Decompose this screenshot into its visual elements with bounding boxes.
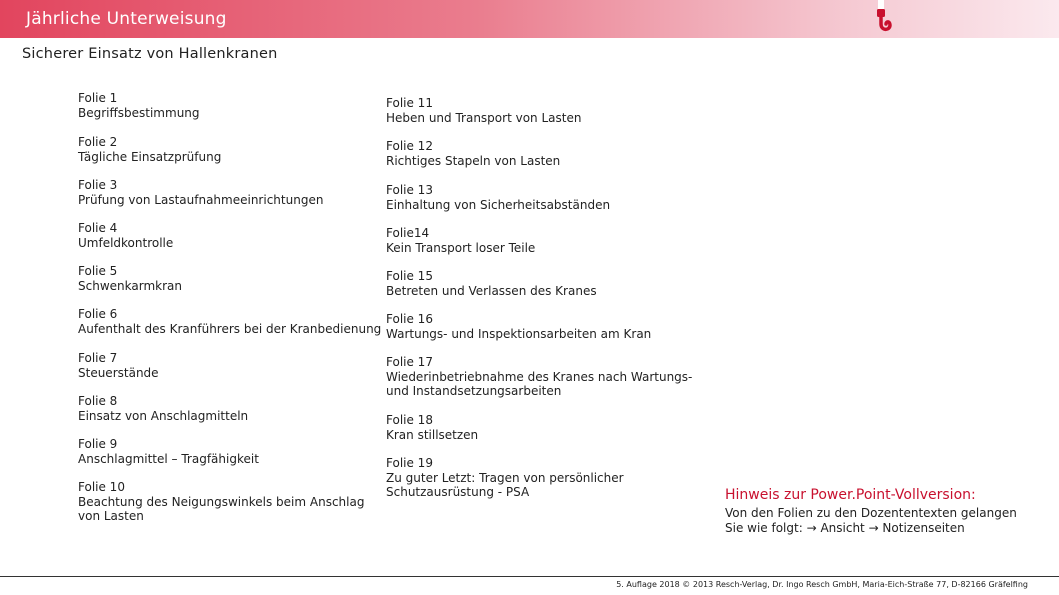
slide-number: Folie 2 — [78, 135, 118, 149]
slide-title: Tägliche Einsatzprüfung — [78, 149, 222, 164]
slide-title: Prüfung von Lastaufnahmeeinrichtungen — [78, 192, 324, 207]
slide-number: Folie 4 — [78, 221, 118, 235]
slide-number: Folie 3 — [78, 178, 118, 192]
slide-title: Kein Transport loser Teile — [386, 240, 536, 255]
slide-entry — [386, 183, 610, 212]
slide-number: Folie 1 — [78, 91, 118, 105]
slide-number: Folie 11 — [386, 96, 433, 110]
slide-title: Wiederinbetriebnahme des Kranes nach Wartungs- und Instandsetzungsarbeiten — [386, 369, 693, 398]
slide-entry — [386, 355, 692, 399]
slide-entry — [78, 91, 200, 120]
slide-number: Folie 13 — [386, 183, 433, 197]
slide-entry — [78, 480, 364, 524]
slide-title: Begriffsbestimmung — [78, 105, 200, 120]
slide-title: Betreten und Verlassen des Kranes — [386, 283, 597, 298]
slide-title: Aufenthalt des Kranführers bei der Kranbedienung — [78, 321, 382, 336]
slide-number: Folie 7 — [78, 351, 118, 365]
slide-entry — [78, 221, 173, 250]
slide-title: Kran stillsetzen — [386, 427, 479, 442]
hint-title: Hinweis zur Power.Point-Vollversion: — [725, 487, 976, 503]
slide-title: Einhaltung von Sicherheitsabständen — [386, 197, 611, 212]
slide-entry — [386, 269, 597, 298]
footer-divider — [0, 576, 1059, 577]
slide-title: Steuerstände — [78, 365, 159, 380]
hint-text: Von den Folien zu den Dozententexten gelangen Sie wie folgt: → Ansicht → Notizenseiten — [725, 506, 1017, 535]
slide-title: Heben und Transport von Lasten — [386, 110, 582, 125]
slide-entry — [78, 394, 248, 423]
slide-entry — [386, 139, 560, 168]
slide-title: Wartungs- und Inspektionsarbeiten am Kran — [386, 326, 652, 341]
slide-entry — [78, 178, 323, 207]
slide-number: Folie 16 — [386, 312, 433, 326]
slide-number: Folie 5 — [78, 264, 118, 278]
slide-number: Folie14 — [386, 226, 430, 240]
slide-title: Einsatz von Anschlagmitteln — [78, 408, 249, 423]
slide-title: Anschlagmittel – Tragfähigkeit — [78, 451, 259, 466]
slide-title: Umfeldkontrolle — [78, 235, 174, 250]
slide-entry — [78, 351, 159, 380]
slide-entry — [386, 312, 651, 341]
slide-entry — [386, 226, 535, 255]
header-title: Jährliche Unterweisung — [26, 9, 227, 29]
crane-hook-icon — [866, 0, 896, 38]
slide-number: Folie 12 — [386, 139, 433, 153]
slide-title: Beachtung des Neigungswinkels beim Anschlag von Lasten — [78, 494, 365, 523]
slide-entry — [386, 456, 624, 500]
slide-number: Folie 8 — [78, 394, 118, 408]
slide-title: Zu guter Letzt: Tragen von persönlicher Schutzausrüstung - PSA — [386, 470, 624, 499]
slide-title: Schwenkarmkran — [78, 278, 182, 293]
slide-number: Folie 10 — [78, 480, 125, 494]
slide-number: Folie 17 — [386, 355, 433, 369]
header-bar — [0, 0, 1059, 38]
slide-entry — [386, 413, 478, 442]
slide-number: Folie 19 — [386, 456, 433, 470]
footer-copyright: 5. Auflage 2018 © 2013 Resch-Verlag, Dr. Ingo Resch GmbH, Maria-Eich-Straße 77, D-82166 Gräfelfing — [616, 580, 1028, 589]
slide-entry — [78, 264, 182, 293]
slide-entry — [78, 307, 381, 336]
hint-box — [725, 487, 1017, 535]
slide-entry — [386, 96, 581, 125]
slide-number: Folie 18 — [386, 413, 433, 427]
slide-number: Folie 15 — [386, 269, 433, 283]
slide-entry — [78, 437, 259, 466]
slide-number: Folie 6 — [78, 307, 118, 321]
slide-number: Folie 9 — [78, 437, 118, 451]
slide-title: Richtiges Stapeln von Lasten — [386, 153, 561, 168]
page-subtitle: Sicherer Einsatz von Hallenkranen — [22, 46, 278, 62]
slide-entry — [78, 135, 221, 164]
